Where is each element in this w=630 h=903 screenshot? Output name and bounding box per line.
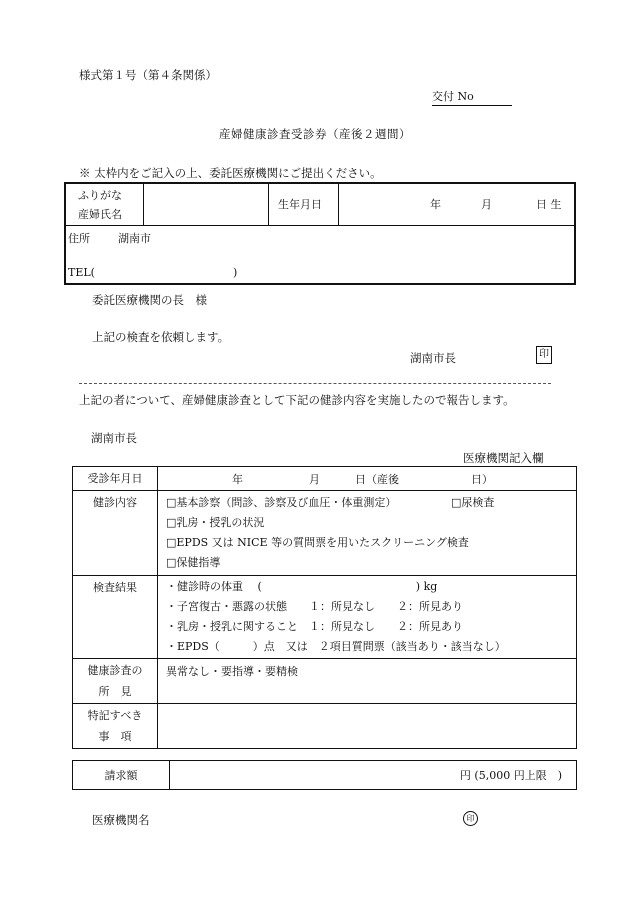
notes-label-line2: 事 項 — [98, 730, 132, 743]
tel-label: TEL( — [68, 266, 95, 279]
findings-label — [73, 659, 158, 704]
dob-month: 月 — [481, 198, 492, 211]
contents-cell — [158, 491, 577, 576]
request-addressee: 委託医療機関の長 様 — [92, 293, 207, 307]
visit-year: 年 — [232, 473, 243, 486]
mayor-seal: 印 — [536, 346, 552, 364]
result-item: ・子宮復古・悪露の状態 １：所見なし ２：所見あり — [166, 600, 463, 613]
result-item: ・乳房・授乳に関すること １：所見なし ２：所見あり — [166, 620, 463, 633]
dob-year: 年 — [430, 198, 441, 211]
content-item: □乳房・授乳の状況 — [166, 516, 265, 529]
findings-cell — [158, 659, 577, 704]
billing-value: 円 (5,000 円上限 ) — [170, 761, 577, 790]
visit-month: 月 — [309, 473, 320, 486]
findings-label-line1: 健康診査の — [87, 664, 143, 677]
urine-test-item: □尿検査 — [451, 496, 495, 509]
visit-day: 日（産後 — [355, 473, 399, 486]
cut-line — [79, 383, 551, 384]
dob-label: 生年月日 — [278, 198, 322, 211]
tel-close: ) — [233, 266, 238, 279]
institution-seal: 印 — [463, 811, 478, 826]
notes-label — [73, 704, 158, 749]
findings-label-line2: 所 見 — [98, 685, 132, 698]
content-item: □EPDS 又は NICE 等の質問票を用いたスクリーニング検査 — [166, 536, 469, 549]
billing-table — [72, 760, 577, 790]
results-cell — [158, 576, 577, 659]
furigana-label: ふりがな — [78, 189, 122, 202]
findings-value: 異常なし・要指導・要精検 — [166, 665, 298, 678]
content-item: □基本診察（問診、診察及び血圧・体重測定） — [166, 496, 397, 509]
institution-name-label: 医療機関名 — [92, 813, 150, 827]
dob-day: 日 生 — [536, 198, 562, 211]
result-item: ・健診時の体重 ( ) kg — [166, 580, 438, 593]
mayor-signature: 湖南市長 — [410, 351, 456, 365]
institution-entry-label: 医療機関記入欄 — [463, 451, 544, 465]
result-item: ・EPDS（ ）点 又は ２項目質問票（該当あり・該当なし） — [166, 640, 506, 653]
patient-info-box — [64, 182, 576, 285]
issue-number-field: 交付 No — [432, 88, 512, 106]
visit-day-end: 日） — [471, 473, 493, 486]
document-title: 産婦健康診査受診券（産後２週間） — [219, 127, 411, 141]
visit-date-cell — [158, 467, 577, 491]
content-item: □保健指導 — [166, 556, 221, 569]
results-label: 検査結果 — [73, 576, 158, 659]
request-text: 上記の検査を依頼します。 — [92, 330, 230, 344]
notes-cell — [158, 704, 577, 749]
address-value: 湖南市 — [118, 232, 151, 245]
form-number-label: 様式第１号（第４条関係） — [79, 68, 217, 82]
report-addressee: 湖南市長 — [91, 431, 137, 445]
instruction-text: ※ 太枠内をご記入の上、委託医療機関にご提出ください。 — [79, 166, 382, 180]
visit-date-label: 受診年月日 — [73, 467, 158, 491]
checkup-results-table — [72, 466, 577, 749]
contents-label: 健診内容 — [73, 491, 158, 576]
billing-label: 請求額 — [73, 761, 170, 790]
name-label: 産婦氏名 — [78, 208, 122, 221]
address-label: 住所 — [68, 232, 90, 245]
report-text: 上記の者について、産婦健康診査として下記の健診内容を実施したので報告します。 — [79, 393, 515, 407]
notes-label-line1: 特記すべき — [87, 709, 143, 722]
